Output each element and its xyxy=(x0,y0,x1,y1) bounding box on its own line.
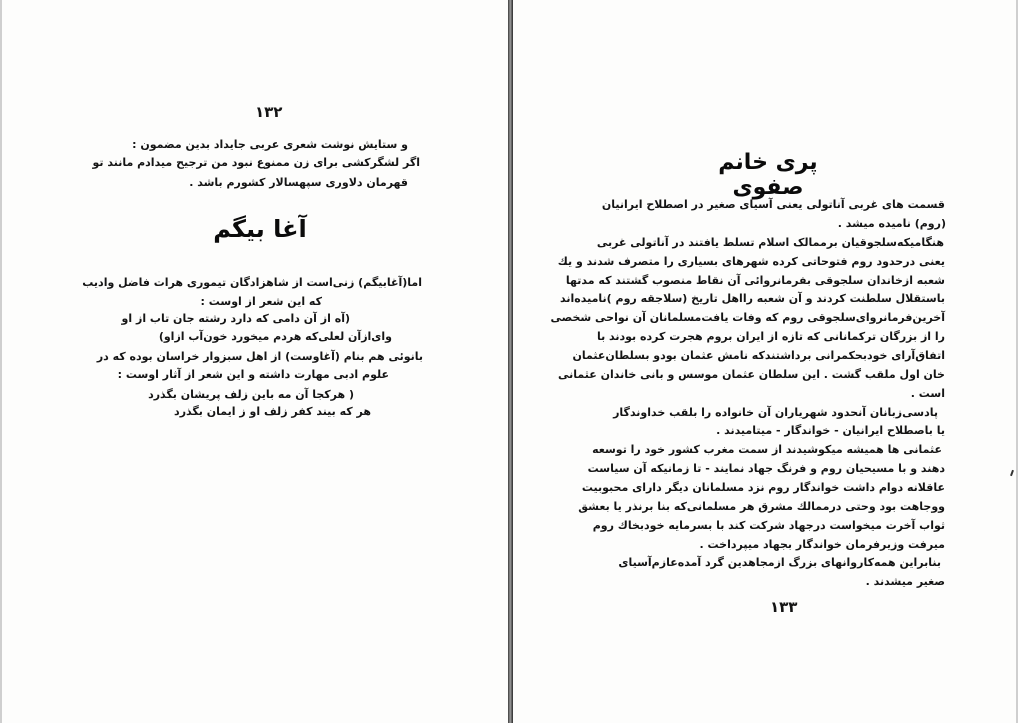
body-line: هنگامیکه‌سلجوقیان برممالک اسلام تسلط یافتند در آناتولی غربی xyxy=(596,236,944,249)
poem-line: وای‌ازآن لعلی‌که هردم میخورد خون‌آب ازاو) xyxy=(158,330,392,343)
body-line: علوم ادبی مهارت داشته و این شعر از آثار اوست : xyxy=(117,368,389,381)
body-line: ثواب آخرت میخواست درجهاد شرکت کند با بسرمایه خودبخاك روم xyxy=(592,519,945,532)
scan-speckle xyxy=(931,76,1018,78)
body-line: صغیر میشدند . xyxy=(865,575,945,588)
body-line: شعبه ازخاندان سلجوقی بفرمانروائی آن نقاط منصوب گشتند که مدتها xyxy=(565,274,945,287)
body-line: اتفاق‌آرای خودبحکمرانی برداشتندکه نامش عثمان بودو بسلطان‌عثمان xyxy=(572,349,945,362)
body-line: ووجاهت بود وحتی درممالك مشرق هر مسلمانی‌که بنا برنذر یا بعشق xyxy=(578,500,945,513)
page-edge xyxy=(0,0,2,723)
body-line: که این شعر از اوست : xyxy=(200,295,322,308)
section-heading: پری خانم صفوی xyxy=(718,150,818,200)
intro-line: قهرمان دلاوری سپهسالار کشورم باشد . xyxy=(189,176,408,189)
body-line: عثمانی ها همیشه میکوشیدند از سمت مغرب کشور خود را توسعه xyxy=(592,443,942,456)
right-page xyxy=(513,0,1018,723)
body-line: بنابراین همه‌کاروانهای بزرگ ازمجاهدین گرد آمده‌عازم‌آسیای xyxy=(618,556,941,569)
body-line: باستقلال سلطنت کردند و آن شعبه رااهل تاریخ (سلاجقه روم )نامیده‌اند xyxy=(560,292,945,305)
intro-line: و ستایش نوشت شعری عربی جایداد بدین مضمون : xyxy=(132,138,408,151)
body-line: (روم) نامیده میشد . xyxy=(837,217,946,230)
body-line: خان اول ملقب گشت . این سلطان عثمان موسس و بانی خاندان عثمانی xyxy=(558,368,945,381)
body-line: اما(آغابیگم) زنی‌است از شاهزادگان تیموری هرات فاضل وادیب xyxy=(82,276,422,289)
body-line: بانوئی هم بنام (آغاوست) از اهل سبزوار خراسان بوده که در xyxy=(96,350,423,363)
page-number: ۱۳۳ xyxy=(770,598,798,616)
body-line: میرفت وزیرفرمان خواندگار بجهاد میپرداخت . xyxy=(699,538,945,551)
body-line: قسمت های غربی آناتولی یعنی آسیای صغیر در اصطلاح ایرانیان xyxy=(601,198,945,211)
body-line: یعنی درحدود روم فتوحاتی کرده شهرهای بسیاری را متصرف شدند و یك xyxy=(557,255,945,268)
body-line: عاقلانه دوام داشت خواندگار روم نزد مسلمانان دیگر دارای محبوبیت xyxy=(581,481,945,494)
body-line: آخرین‌فرمانروای‌سلجوقی روم که وفات یافت‌مسلمانان آن نواحی شخصی xyxy=(550,311,945,324)
body-line: دهند و با مسیحیان روم و فرنگ جهاد نمایند - تا زمانیکه آن سیاست xyxy=(587,462,945,475)
left-page xyxy=(0,0,508,723)
intro-line: اگر لشگرکشی برای زن ممنوع نبود من ترجیح میدادم مانند تو xyxy=(92,156,420,169)
section-heading: آغا بیگم xyxy=(213,215,307,243)
poem-line: هر که بیند کفر زلف او ز ایمان بگذرد xyxy=(174,405,371,418)
body-line: یا باصطلاح ایرانیان - خواندگار - میتامیدند . xyxy=(716,424,945,437)
poem-line: (آه از آن دامی که دارد رشته جان تاب از او xyxy=(121,312,350,325)
page-number: ۱۳۲ xyxy=(255,103,283,121)
margin-mark xyxy=(1010,470,1014,476)
body-line: پادسی‌زبانان آنحدود شهریاران آن خانواده را بلقب خداوندگار xyxy=(613,406,938,419)
body-line: را از بزرگان ترکمانانی که تازه از ایران بروم هجرت کرده بودند با xyxy=(596,330,945,343)
poem-line: ( هرکجا آن مه باین زلف پریشان بگذرد xyxy=(148,388,354,401)
body-line: است . xyxy=(910,387,945,400)
